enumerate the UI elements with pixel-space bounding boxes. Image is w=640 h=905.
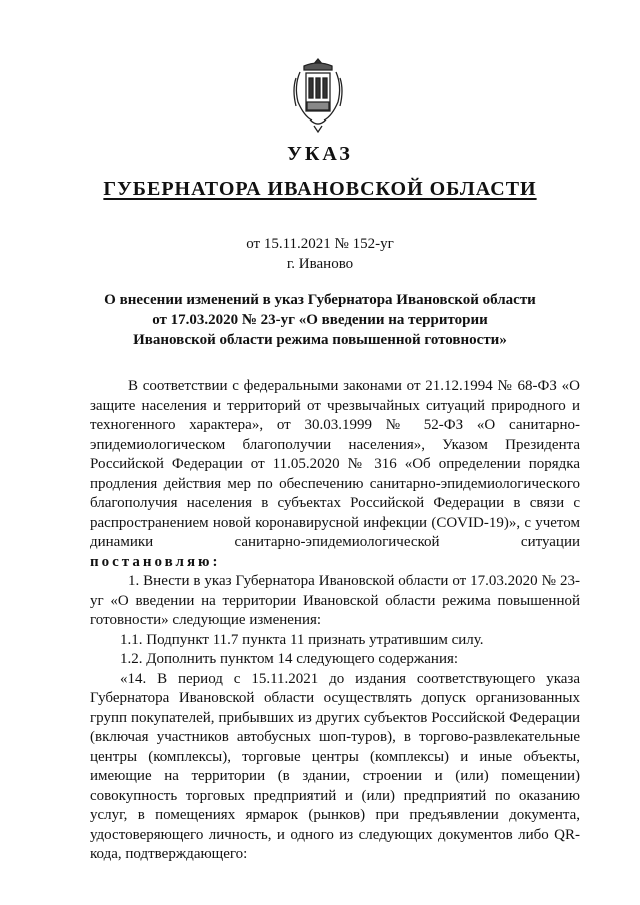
- item-1-2-paragraph: 1.2. Дополнить пунктом 14 следующего содержания:: [120, 651, 459, 667]
- subject-line: Ивановской области режима повышенной готовности»: [133, 332, 507, 348]
- item-1-paragraph: 1. Внести в указ Губернатора Ивановской области от 17.03.2020 № 23-уг «О введении на территории Ивановской области режима повышенной готовности» следующие изменения:: [90, 573, 580, 628]
- date-number: от 15.11.2021 № 152-уг: [246, 236, 394, 252]
- document-body: [90, 377, 580, 865]
- item-1-1-paragraph: 1.1. Подпункт 11.7 пункта 11 признать утратившим силу.: [120, 631, 484, 648]
- subject-line: О внесении изменений в указ Губернатора Ивановской области: [104, 292, 536, 308]
- city-name: г. Иваново: [286, 256, 354, 272]
- document-subject: [90, 290, 550, 350]
- item-14-paragraph: «14. В период с 15.11.2021 до издания соответствующего указа Губернатора Ивановской области осуществлять допуск организованных групп покупателей, прибывших из других субъектов Российской Федерации (включая участников автобусных шоп-туров), в торгово-развлекательные центры (комплексы), торговые центры (комплексы) и иные объекты, имеющие на территории (в здании, строении и (или) помещении) совокупность торговых предприятий и (или) предприятий по оказанию услуг, в помещениях ярмарок (рынков) при предъявлении документа, удостоверяющего личность, и одного из следующих документов либо QR-кода, подтверждающего:: [90, 670, 580, 862]
- subject-line: от 17.03.2020 № 23-уг «О введении на территории: [152, 312, 488, 328]
- coat-of-arms-emblem: [290, 56, 346, 136]
- issuer-title: ГУБЕРНАТОРА ИВАНОВСКОЙ ОБЛАСТИ: [103, 178, 537, 200]
- preamble-paragraph: В соответствии с федеральными законами от 21.12.1994 № 68-ФЗ «О защите населения и территорий от чрезвычайных ситуаций природного и техногенного характера», от 30.03.1999 № 52-ФЗ «О санитарно-эпидемиологическом благополучии населения», Указом Президента Российской Федерации от 11.05.2020 № 316 «Об определении порядка продления действия мер по обеспечению санитарно-эпидемиологического благополучия населения в субъектах Российской Федерации в связи с распространением новой коронавирусной инфекции (COVID-19)», с учетом динамики санитарно-эпидемиологической ситуации: [90, 378, 580, 550]
- document-type-title: УКАЗ: [287, 143, 353, 165]
- resolution-word: постановляю:: [90, 553, 221, 570]
